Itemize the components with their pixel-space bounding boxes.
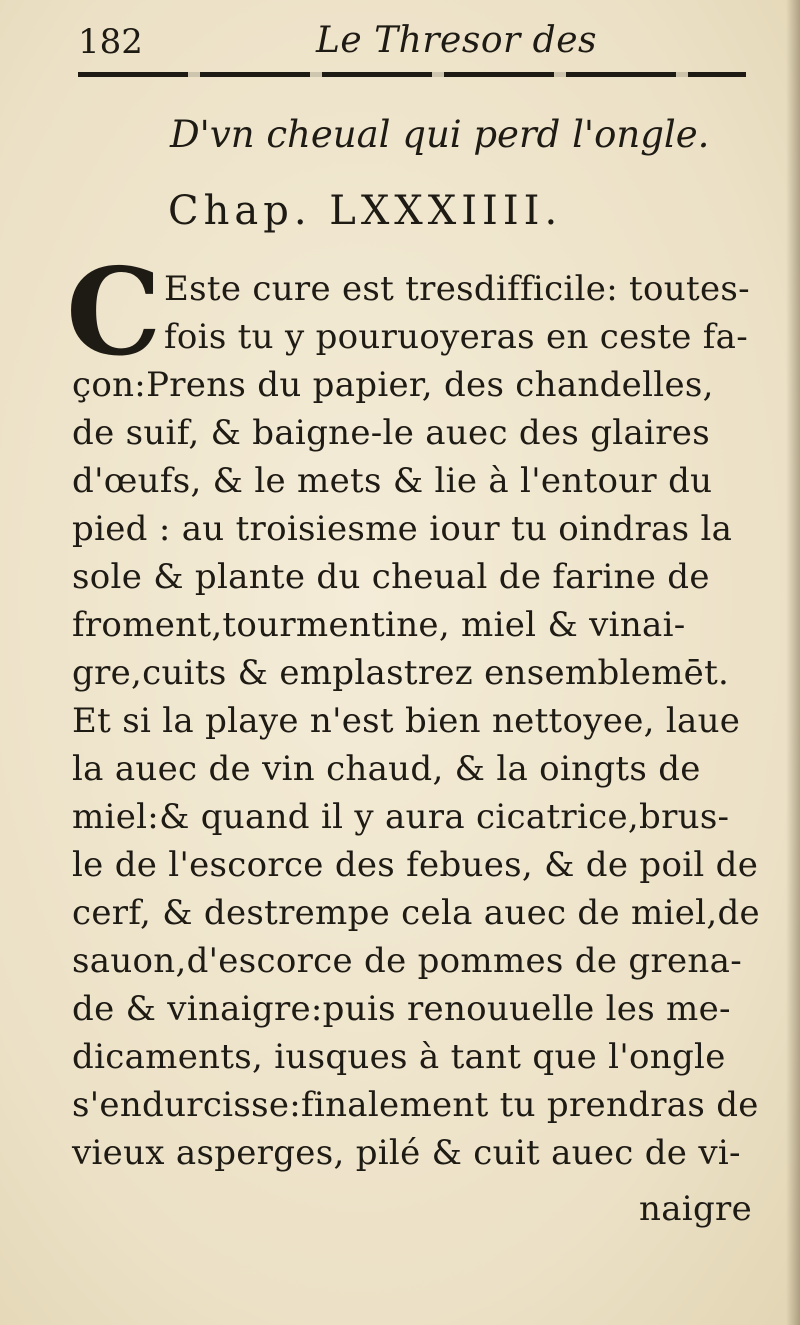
- text-line: de suif, & baigne-le auec des glaires: [72, 413, 710, 453]
- text-line: froment,tourmentine, miel & vinai-: [72, 605, 686, 645]
- text-line: s'endurcisse:finalement tu prendras de: [72, 1085, 759, 1125]
- text-line: de & vinaigre:puis renouuelle les me-: [72, 989, 731, 1029]
- text-line: pied : au troisiesme iour tu oindras la: [72, 509, 733, 549]
- text-line: le de l'escorce des febues, & de poil de: [72, 845, 759, 885]
- header-rule: [78, 72, 746, 77]
- text-line: la auec de vin chaud, & la oingts de: [72, 749, 701, 789]
- catchword: naigre: [639, 1189, 752, 1229]
- text-line: fois tu y pouruoyeras en ceste fa-: [164, 317, 748, 357]
- page-edge-shadow: [786, 0, 800, 1325]
- drop-cap: C: [66, 242, 162, 383]
- running-head: Le Thresor des: [316, 20, 597, 61]
- page-header: [76, 12, 748, 72]
- chapter-number: Chap. LXXXIIII.: [168, 188, 563, 234]
- text-line: Este cure est tresdifficile: toutes-: [164, 269, 750, 309]
- text-line: sole & plante du cheual de farine de: [72, 557, 710, 597]
- text-line: sauon,d'escorce de pommes de grena-: [72, 941, 742, 981]
- text-line: gre,cuits & emplastrez ensemblemēt.: [72, 653, 730, 693]
- text-line: çon:Prens du papier, des chandelles,: [72, 365, 714, 405]
- text-line: miel:& quand il y aura cicatrice,brus-: [72, 797, 730, 837]
- text-line: d'œufs, & le mets & lie à l'entour du: [72, 461, 713, 501]
- text-line: cerf, & destrempe cela auec de miel,de: [72, 893, 760, 933]
- text-line: Et si la playe n'est bien nettoyee, laue: [72, 701, 741, 741]
- page-number: 182: [78, 22, 143, 62]
- text-line: vieux asperges, pilé & cuit auec de vi-: [72, 1133, 741, 1173]
- text-line: dicaments, iusques à tant que l'ongle: [72, 1037, 726, 1077]
- chapter-title: D'vn cheual qui perd l'ongle.: [170, 113, 710, 156]
